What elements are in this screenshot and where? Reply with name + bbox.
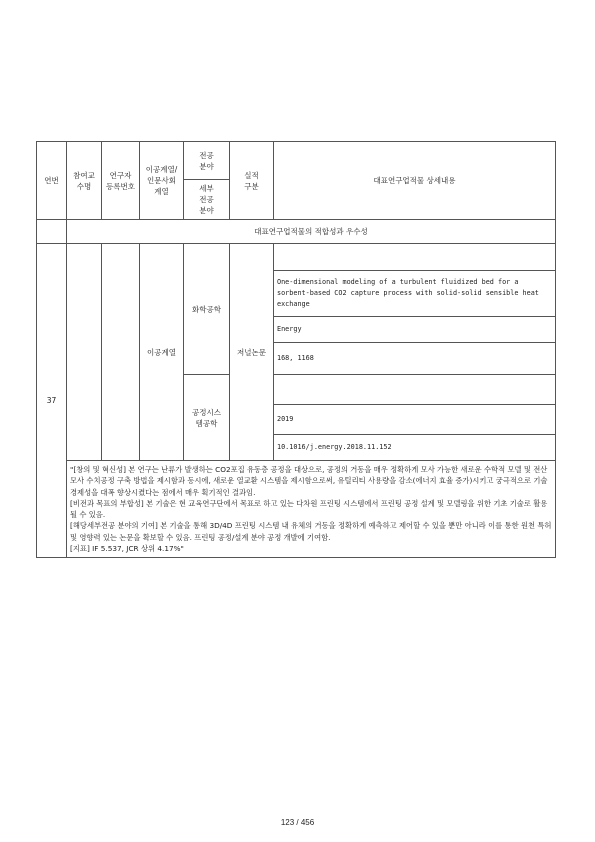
header-field: 이공계열/ 인문사회 계열 <box>140 142 184 220</box>
header-researcher: 연구자 등록번호 <box>102 142 140 220</box>
record-field: 이공계열 <box>140 244 184 461</box>
header-year: 연번 <box>37 142 67 220</box>
desc-creativity: "[창의 및 혁신성] 본 연구는 난류가 발생하는 CO2포집 유동층 공정을 대상으로, 공정의 거동을 매우 정확하게 모사 가능한 새로운 수학적 모델 및 전산모사 수치공정 구축 방법을 제시함과 동시에, 새로운 열교환 시스템을 제시함으로써, 유틸리티 사용량을 감소(에너지 효율 증가)시키고 궁극적으로 기술경제성을 대폭 향상시켰다는 점에서 매우 획기적인 결과임. <box>70 465 548 497</box>
header-submajor: 세부 전공 분야 <box>184 180 230 220</box>
page-number: 123 / 456 <box>280 818 315 827</box>
detail-title: One-dimensional modeling of a turbulent fluidized bed for a sorbent-based CO2 capture process with solid-solid sensible heat exchange <box>274 271 556 317</box>
record-researcher-id <box>102 244 140 461</box>
record-type: 저널논문 <box>230 244 274 461</box>
desc-contribution: [해당세부전공 분야의 기여] 본 기술을 통해 3D/4D 프린팅 시스템 내 유체의 거동을 정확하게 예측하고 제어할 수 있을 뿐만 아니라 이를 통한 원천 특허 및 영향력 있는 논문을 확보할 수 있음. 프린팅 공정/설계 분야 공정 개발에 기여함. <box>70 521 552 542</box>
record-submajor: 공정시스 템공학 <box>184 375 230 461</box>
header-participant: 참여교 수명 <box>67 142 102 220</box>
header-type: 실적 구분 <box>230 142 274 220</box>
detail-doi: 10.1016/j.energy.2018.11.152 <box>274 435 556 461</box>
detail-row-5 <box>274 375 556 405</box>
desc-vision: [비전과 목표의 부합성] 본 기술은 현 교육연구단에서 목표로 하고 있는 다차원 프린팅 시스템에서 프린팅 공정 설계 및 모델링을 위한 기초 기술로 활용될 수 있음. <box>70 498 548 520</box>
header-major: 전공 분야 <box>184 142 230 180</box>
detail-row-1 <box>274 244 556 271</box>
header-detail: 대표연구업적물 상세내용 <box>274 142 556 220</box>
suitability-description <box>67 461 556 558</box>
desc-indicator: [지표] IF 5.537, JCR 상위 4.17%" <box>70 544 184 554</box>
record-major: 화학공학 <box>184 244 230 375</box>
detail-year: 2019 <box>274 405 556 435</box>
detail-journal: Energy <box>274 317 556 343</box>
header-suitability: 대표연구업적물의 적합성과 우수성 <box>67 220 556 244</box>
record-number: 37 <box>37 244 67 558</box>
record-participant <box>67 244 102 461</box>
achievement-table <box>36 141 555 558</box>
header-blank <box>37 220 67 244</box>
detail-volume-page: 168, 1168 <box>274 343 556 375</box>
